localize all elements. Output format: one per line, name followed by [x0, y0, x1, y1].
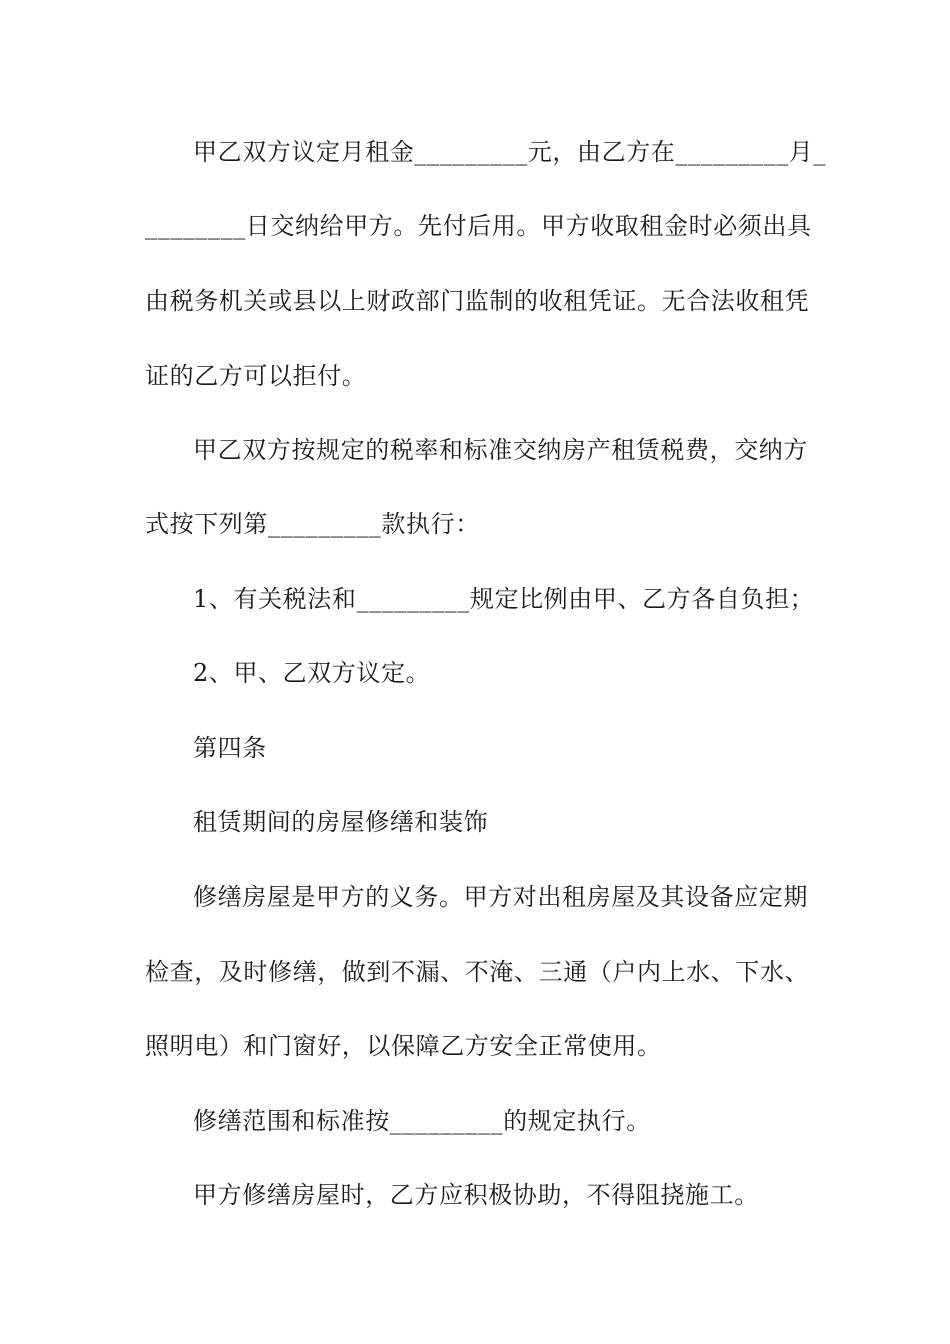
paragraph-rent-line-4: 证的乙方可以拒付。	[145, 362, 367, 390]
paragraph-tax-line-1: 甲乙双方按规定的税率和标准交纳房产租赁税费，交纳方	[193, 436, 808, 464]
list-item-2: 2、甲、乙双方议定。	[193, 659, 431, 687]
paragraph-rent-line-2: ________日交纳给甲方。先付后用。甲方收取租金时必须出具	[145, 212, 812, 240]
paragraph-repair-scope: 修缮范围和标准按_________的规定执行。	[193, 1107, 651, 1135]
article-number: 第四条	[193, 734, 267, 762]
paragraph-repair-assist: 甲方修缮房屋时，乙方应积极协助，不得阻挠施工。	[193, 1181, 759, 1209]
list-item-1: 1、有关税法和_________规定比例由甲、乙方各自负担；	[193, 585, 815, 613]
paragraph-repair-line-3: 照明电）和门窗好，以保障乙方安全正常使用。	[145, 1032, 662, 1060]
paragraph-rent-line-3: 由税务机关或县以上财政部门监制的收租凭证。无合法收租凭	[145, 287, 810, 315]
paragraph-rent-line-1: 甲乙双方议定月租金_________元，由乙方在_________月_	[193, 138, 826, 166]
paragraph-repair-line-2: 检查，及时修缮，做到不漏、不淹、三通（户内上水、下水、	[145, 958, 810, 986]
paragraph-tax-line-2: 式按下列第_________款执行：	[145, 510, 480, 538]
paragraph-repair-line-1: 修缮房屋是甲方的义务。甲方对出租房屋及其设备应定期	[193, 883, 808, 911]
article-title: 租赁期间的房屋修缮和装饰	[193, 808, 489, 836]
